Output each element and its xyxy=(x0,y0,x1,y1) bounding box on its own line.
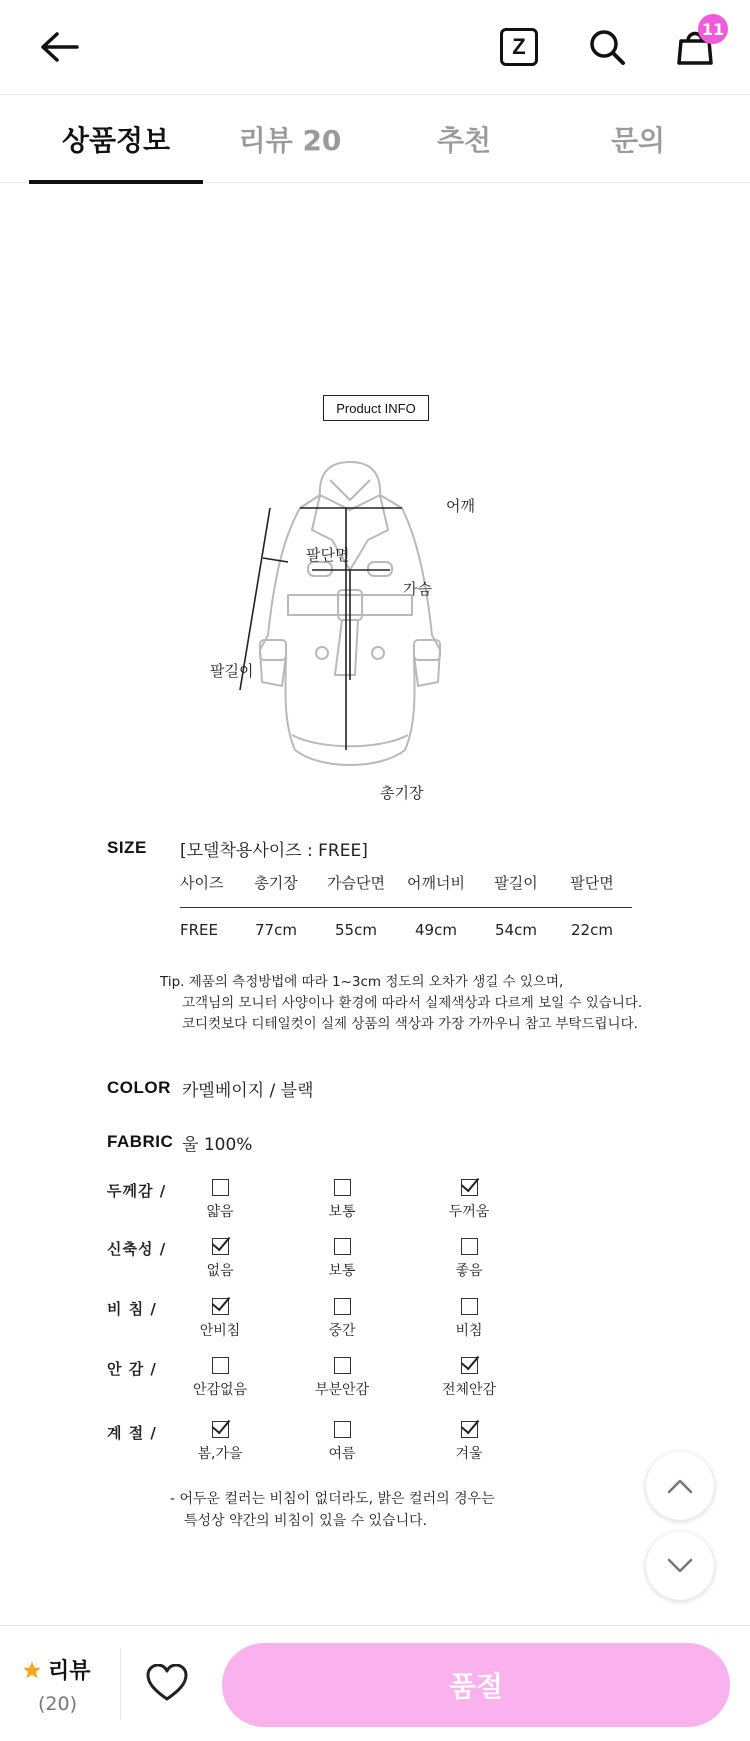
check-row-label: 안 감 / xyxy=(107,1360,157,1378)
tip-line: 코디컷보다 디테일컷이 실제 상품의 색상과 가장 가까우니 참고 부탁드립니다. xyxy=(182,1016,638,1032)
option-item xyxy=(409,1238,529,1280)
z-icon: Z xyxy=(500,28,538,66)
checkbox xyxy=(461,1238,478,1255)
label-cuff: 팔단면 xyxy=(306,546,350,564)
col-header: 팔단면 xyxy=(570,874,614,892)
color-title: COLOR xyxy=(107,1078,171,1097)
col-header: 총기장 xyxy=(254,874,298,892)
col-header: 가슴단면 xyxy=(327,874,385,892)
option-item xyxy=(160,1238,280,1280)
search-icon xyxy=(587,27,627,67)
col-header: 사이즈 xyxy=(180,874,224,892)
tab-recommend[interactable]: 추천 xyxy=(436,124,492,157)
option-item xyxy=(409,1298,529,1340)
cart-count-badge: 11 xyxy=(698,14,728,44)
top-header xyxy=(0,0,750,95)
checkbox-checked xyxy=(212,1421,229,1438)
review-label: 리뷰 xyxy=(48,1659,91,1684)
size-table xyxy=(180,872,632,952)
cart-button[interactable] xyxy=(670,19,725,72)
option-label: 전체안감 xyxy=(441,1382,497,1398)
size-tip xyxy=(160,972,642,1035)
back-arrow-icon xyxy=(39,31,79,63)
option-label: 안비침 xyxy=(199,1323,241,1339)
checkbox xyxy=(461,1298,478,1315)
option-item xyxy=(282,1179,402,1221)
cell: FREE xyxy=(180,921,219,939)
option-item xyxy=(409,1357,529,1399)
scroll-up-button[interactable] xyxy=(646,1452,714,1520)
option-item xyxy=(282,1238,402,1280)
model-size: [모델착용사이즈 : FREE] xyxy=(180,841,368,861)
review-top xyxy=(22,1654,112,1685)
checkbox xyxy=(334,1421,351,1438)
label-chest: 가슴 xyxy=(403,580,432,598)
checkbox-checked xyxy=(461,1179,478,1196)
option-item xyxy=(282,1421,402,1463)
check-row-label: 계 절 / xyxy=(107,1424,157,1442)
wishlist-button[interactable] xyxy=(146,1664,196,1708)
checkbox xyxy=(334,1179,351,1196)
option-label: 보통 xyxy=(328,1263,356,1279)
heart-icon xyxy=(146,1664,188,1702)
option-label: 부분안감 xyxy=(314,1382,370,1398)
tip-line: 고객님의 모니터 사양이나 환경에 따라서 실제색상과 다르게 보일 수 있습니다. xyxy=(182,995,643,1011)
option-label: 여름 xyxy=(328,1446,356,1462)
option-item xyxy=(160,1421,280,1463)
option-label: 겨울 xyxy=(455,1446,483,1462)
checkbox xyxy=(334,1238,351,1255)
product-info-badge: Product INFO xyxy=(323,395,429,421)
col-header: 어깨너비 xyxy=(407,874,465,892)
option-label: 안감없음 xyxy=(192,1382,248,1398)
transparency-note xyxy=(170,1488,495,1532)
note-line: 특성상 약간의 비침이 있을 수 있습니다. xyxy=(184,1513,428,1529)
size-table-header xyxy=(180,872,632,908)
option-label: 보통 xyxy=(328,1204,356,1220)
option-label: 중간 xyxy=(328,1323,356,1339)
option-item xyxy=(160,1179,280,1221)
checkbox xyxy=(334,1357,351,1374)
cell: 49cm xyxy=(415,921,457,939)
check-row-label: 신축성 / xyxy=(107,1240,167,1258)
note-line: - 어두운 컬러는 비침이 없더라도, 밝은 컬러의 경우는 xyxy=(170,1491,495,1507)
chevron-down-icon xyxy=(667,1558,693,1574)
search-button[interactable] xyxy=(582,22,632,72)
option-item xyxy=(282,1357,402,1399)
checkbox-checked xyxy=(212,1298,229,1315)
option-label: 얇음 xyxy=(206,1204,234,1220)
checkbox-checked xyxy=(461,1421,478,1438)
tip-line: Tip. 제품의 측정방법에 따라 1~3cm 정도의 오차가 생길 수 있으며, xyxy=(160,974,564,990)
tab-bar xyxy=(0,95,750,183)
option-label: 없음 xyxy=(206,1263,234,1279)
cell: 54cm xyxy=(495,921,537,939)
review-count: (20) xyxy=(38,1693,78,1715)
divider xyxy=(120,1648,121,1720)
check-row-label: 비 침 / xyxy=(107,1300,157,1318)
bottom-action-bar xyxy=(0,1625,750,1741)
option-label: 봄,가을 xyxy=(197,1446,243,1462)
option-label: 두꺼움 xyxy=(448,1204,490,1220)
check-row-label: 두께감 / xyxy=(107,1182,167,1200)
sold-out-button[interactable]: 품절 xyxy=(222,1643,730,1727)
z-button[interactable] xyxy=(494,22,544,72)
size-title: SIZE xyxy=(107,838,147,857)
label-shoulder: 어깨 xyxy=(446,497,475,515)
star-icon xyxy=(22,1660,42,1680)
color-value: 카멜베이지 / 블랙 xyxy=(182,1081,314,1101)
option-label: 비침 xyxy=(455,1323,483,1339)
col-header: 팔길이 xyxy=(494,874,538,892)
option-item xyxy=(160,1357,280,1399)
option-label: 좋음 xyxy=(455,1263,483,1279)
option-item xyxy=(160,1298,280,1340)
checkbox-checked xyxy=(212,1238,229,1255)
chevron-up-icon xyxy=(667,1478,693,1494)
cell: 77cm xyxy=(255,921,297,939)
fabric-title: FABRIC xyxy=(107,1132,174,1151)
option-item xyxy=(409,1421,529,1463)
tab-inquiry[interactable]: 문의 xyxy=(610,124,666,157)
tab-reviews[interactable]: 리뷰 20 xyxy=(238,124,342,157)
label-length: 총기장 xyxy=(380,784,424,802)
cell: 22cm xyxy=(571,921,613,939)
cell: 55cm xyxy=(335,921,377,939)
checkbox xyxy=(212,1357,229,1374)
checkbox xyxy=(334,1298,351,1315)
label-sleeve: 팔길이 xyxy=(210,662,254,680)
scroll-down-button[interactable] xyxy=(646,1532,714,1600)
review-summary[interactable] xyxy=(22,1654,112,1715)
table-row xyxy=(180,908,632,952)
checkbox xyxy=(212,1179,229,1196)
fabric-value: 울 100% xyxy=(182,1135,253,1155)
option-item xyxy=(409,1179,529,1221)
checkbox-checked xyxy=(461,1357,478,1374)
tab-product-info[interactable]: 상품정보 xyxy=(29,95,203,183)
back-button[interactable] xyxy=(34,22,84,72)
option-item xyxy=(282,1298,402,1340)
